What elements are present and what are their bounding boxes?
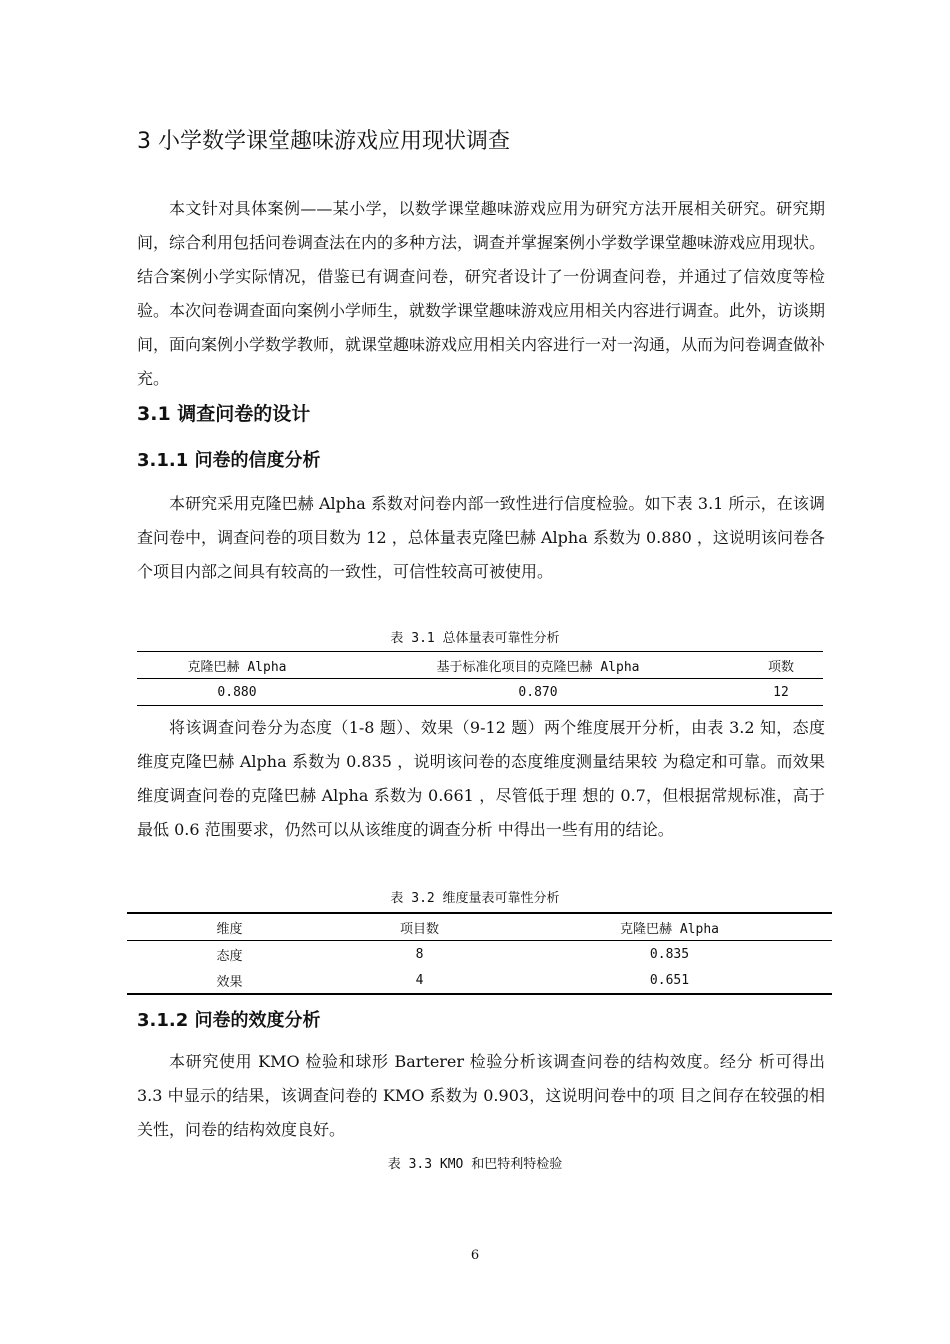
intro-paragraph: 本文针对具体案例——某小学，以数学课堂趣味游戏应用为研究方法开展相关研究。研究期间，综合利用包括问卷调查法在内的多种方法，调查并掌握案例小学数学课堂趣味游戏应用现状。结合案例小学实际情况，借鉴已有调查问卷，研究者设计了一份调查问卷，并通过了信效度等检验。本次问卷调查面向案例小学师生，就数学课堂趣味游戏应用相关内容进行调查。此外，访谈期间，面向案例小学数学教师，就课堂趣味游戏应用相关内容进行一对一沟通，从而为问卷调查做补充。 <box>137 199 826 388</box>
validity-paragraph: 本研究使用 KMO 检验和球形 Barterer 检验分析该调查问卷的结构效度。经分 析可得出 3.3 中显示的结果，该调查问卷的 KMO 系数为 0.903，这说明问卷中的项 目之间存在较强的相关性，问卷的结构效度良好。 <box>137 1052 825 1139</box>
table-cell: 0.651 <box>649 972 690 988</box>
dimension-paragraph: 将该调查问卷分为态度（1-8 题）、效果（9-12 题）两个维度展开分析，由表 3.2 知，态度维度克隆巴赫 Alpha 系数为 0.835 ，说明该问卷的态度维度测量结果较 为稳定和可靠。而效果维度调查问卷的克隆巴赫 Alpha 系数为 0.661 ，尽管低于理 想的 0.7，但根据常规标准，高于最低 0.6 范围要求，仍然可以从该维度的调查分析 中得出一些有用的结论。 <box>137 718 825 839</box>
table1-caption: 表 3.1 总体量表可靠性分析 <box>390 631 560 646</box>
table-header-row <box>127 913 832 941</box>
table-header-cell: 项数 <box>739 652 823 679</box>
chapter-heading: 3 小学数学课堂趣味游戏应用现状调查 <box>137 129 510 154</box>
section-heading-3-1: 3.1 调查问卷的设计 <box>137 403 311 425</box>
table-cell: 0.880 <box>217 684 257 700</box>
table-header-cell: 项目数 <box>332 913 507 941</box>
table-cell: 态度 <box>216 948 243 964</box>
table-header-cell: 维度 <box>127 913 332 941</box>
section-heading-3-1-1: 3.1.1 问卷的信度分析 <box>137 450 321 471</box>
section-heading-3-1-2: 3.1.2 问卷的效度分析 <box>137 1010 321 1031</box>
page-number: 6 <box>470 1248 480 1263</box>
table-row <box>127 967 832 994</box>
table-cell: 4 <box>415 972 424 988</box>
overall-reliability-table <box>137 651 823 706</box>
table-cell: 12 <box>773 684 789 700</box>
reliability-paragraph: 本研究采用克隆巴赫 Alpha 系数对问卷内部一致性进行信度检验。如下表 3.1 所示，在该调查问卷中，调查问卷的项目数为 12 ，总体量表克隆巴赫 Alpha 系数为 0.880 ，这说明该问卷各个项目内部之间具有较高的一致性，可信性较高可被使用。 <box>137 494 825 581</box>
table-row <box>137 679 823 706</box>
table-row <box>127 941 832 968</box>
table3-caption: 表 3.3 KMO 和巴特利特检验 <box>387 1157 563 1172</box>
table-cell: 0.835 <box>649 946 690 962</box>
table-header-row <box>137 652 823 679</box>
table-cell: 8 <box>415 946 424 962</box>
table-header-cell: 基于标准化项目的克隆巴赫 Alpha <box>337 652 739 679</box>
table-cell: 效果 <box>216 974 243 990</box>
table-header-cell: 克隆巴赫 Alpha <box>507 913 832 941</box>
table2-caption: 表 3.2 维度量表可靠性分析 <box>390 891 560 906</box>
dimension-reliability-table <box>127 912 832 995</box>
table-header-cell: 克隆巴赫 Alpha <box>137 652 337 679</box>
table-cell: 0.870 <box>518 684 558 700</box>
